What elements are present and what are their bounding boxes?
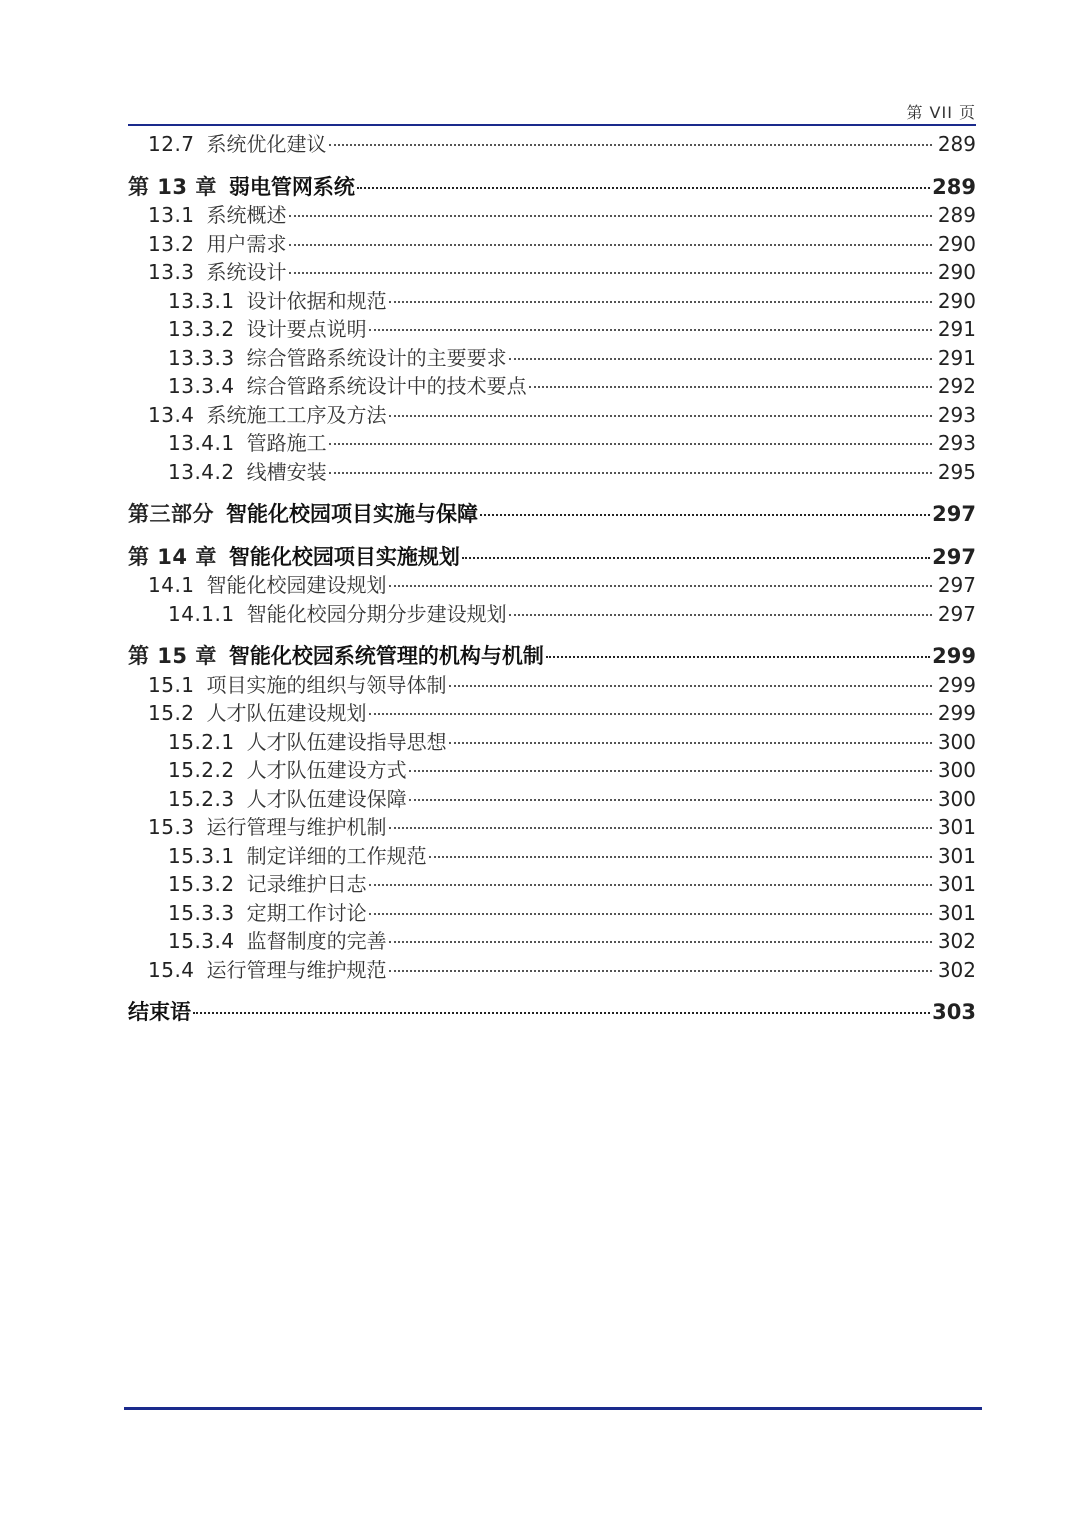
toc-entry-page: 292 bbox=[937, 374, 976, 398]
toc-entry-number: 13.3.4 bbox=[168, 374, 235, 398]
toc-chapter-entry[interactable] bbox=[128, 642, 976, 671]
toc-entry-number: 13.3.1 bbox=[168, 288, 235, 313]
toc-entry-page: 295 bbox=[937, 459, 976, 484]
toc-entry-number: 15.2 bbox=[148, 701, 195, 725]
toc-entry-title: 智能化校园项目实施与保障 bbox=[226, 502, 478, 526]
toc-entry-title: 人才队伍建设指导思想 bbox=[246, 729, 447, 754]
toc-entry-title: 人才队伍建设方式 bbox=[246, 758, 407, 782]
toc-entry-page: 300 bbox=[937, 729, 976, 754]
toc-subsection-entry[interactable] bbox=[128, 842, 976, 871]
toc-section-entry[interactable] bbox=[128, 699, 976, 728]
toc-entry-title: 定期工作讨论 bbox=[246, 900, 367, 925]
toc-entry-page: 297 bbox=[937, 573, 976, 597]
toc-entry-number: 13.3.2 bbox=[168, 317, 235, 341]
toc-entry-title: 运行管理与维护规范 bbox=[206, 957, 387, 982]
toc-entry-page: 302 bbox=[937, 929, 976, 953]
toc-entry-page: 289 bbox=[932, 174, 976, 199]
toc-entry-page: 290 bbox=[937, 260, 976, 284]
toc-entry-page: 290 bbox=[937, 231, 976, 256]
toc-entry-title: 管路施工 bbox=[246, 431, 327, 455]
toc-dot-leader bbox=[449, 685, 932, 687]
toc-entry-page: 299 bbox=[937, 701, 976, 725]
toc-entry-number: 15.2.1 bbox=[168, 729, 235, 754]
toc-entry-number: 15.3.3 bbox=[168, 900, 235, 925]
toc-entry-title: 智能化校园建设规划 bbox=[206, 573, 387, 597]
toc-subsection-entry[interactable] bbox=[128, 756, 976, 785]
toc-gap bbox=[128, 529, 976, 543]
toc-dot-leader bbox=[389, 585, 932, 587]
toc-entry-number: 13.3 bbox=[148, 260, 195, 284]
toc-dot-leader bbox=[329, 472, 932, 474]
toc-subsection-entry[interactable] bbox=[128, 899, 976, 928]
toc-section-entry[interactable] bbox=[128, 230, 976, 259]
toc-dot-leader bbox=[193, 1012, 930, 1014]
toc-gap bbox=[128, 984, 976, 998]
toc-section-entry[interactable] bbox=[128, 671, 976, 700]
toc-dot-leader bbox=[329, 443, 932, 445]
toc-entry-page: 293 bbox=[937, 402, 976, 427]
toc-dot-leader bbox=[462, 557, 930, 559]
toc-dot-leader bbox=[289, 215, 932, 217]
toc-entry-page: 289 bbox=[937, 132, 976, 156]
toc-section-entry[interactable] bbox=[128, 571, 976, 600]
toc-dot-leader bbox=[389, 415, 932, 417]
toc-entry-title: 系统施工工序及方法 bbox=[206, 402, 387, 427]
toc-entry-number: 第 15 章 bbox=[128, 644, 217, 668]
toc-entry-number: 14.1.1 bbox=[168, 601, 235, 626]
toc-entry-title: 系统优化建议 bbox=[206, 132, 327, 156]
toc-entry-page: 289 bbox=[937, 203, 976, 227]
toc-entry-title: 制定详细的工作规范 bbox=[246, 843, 427, 868]
toc-entry-page: 297 bbox=[932, 544, 976, 569]
toc-section-entry[interactable] bbox=[128, 258, 976, 287]
toc-entry-number: 15.2.3 bbox=[168, 786, 235, 811]
toc-dot-leader bbox=[546, 656, 930, 658]
toc-entry-number: 13.4.1 bbox=[168, 431, 235, 455]
toc-entry-page: 301 bbox=[937, 843, 976, 868]
toc-entry-page: 290 bbox=[937, 288, 976, 313]
page-number: 第 VII 页 bbox=[906, 103, 976, 122]
toc-dot-leader bbox=[369, 884, 932, 886]
toc-subsection-entry[interactable] bbox=[128, 458, 976, 487]
toc-dot-leader bbox=[480, 514, 930, 516]
toc-dot-leader bbox=[509, 614, 932, 616]
toc-dot-leader bbox=[389, 301, 932, 303]
toc-entry-title: 线槽安装 bbox=[246, 459, 327, 484]
toc-entry-number: 15.3.4 bbox=[168, 929, 235, 953]
header-rule bbox=[128, 124, 976, 126]
toc-dot-leader bbox=[289, 272, 932, 274]
toc-dot-leader bbox=[409, 770, 932, 772]
toc-entry-page: 297 bbox=[932, 502, 976, 526]
toc-entry-title: 人才队伍建设规划 bbox=[206, 701, 367, 725]
toc-entry-page: 301 bbox=[937, 872, 976, 896]
toc-entry-number: 12.7 bbox=[148, 132, 195, 156]
toc-entry-page: 291 bbox=[937, 345, 976, 370]
toc-entry-title: 系统设计 bbox=[206, 260, 287, 284]
toc-subsection-entry[interactable] bbox=[128, 927, 976, 956]
toc-dot-leader bbox=[449, 742, 932, 744]
toc-entry-number: 15.3.2 bbox=[168, 872, 235, 896]
toc-entry-page: 291 bbox=[937, 317, 976, 341]
toc-entry-title: 用户需求 bbox=[206, 231, 287, 256]
toc-entry-page: 299 bbox=[937, 672, 976, 697]
toc-dot-leader bbox=[389, 970, 932, 972]
toc-subsection-entry[interactable] bbox=[128, 287, 976, 316]
toc-gap bbox=[128, 486, 976, 500]
toc-entry-title: 综合管路系统设计的主要要求 bbox=[246, 345, 507, 370]
toc-dot-leader bbox=[509, 358, 932, 360]
toc-entry-number: 第 13 章 bbox=[128, 174, 217, 199]
toc-section-entry[interactable] bbox=[128, 956, 976, 985]
toc-entry-number: 15.4 bbox=[148, 957, 195, 982]
toc-entry-title: 监督制度的完善 bbox=[246, 929, 387, 953]
toc-dot-leader bbox=[369, 329, 932, 331]
toc-entry-title: 运行管理与维护机制 bbox=[206, 815, 387, 839]
toc-entry-number: 13.3.3 bbox=[168, 345, 235, 370]
toc-entry-title: 人才队伍建设保障 bbox=[246, 786, 407, 811]
toc-subsection-entry[interactable] bbox=[128, 429, 976, 458]
toc-section-entry[interactable] bbox=[128, 813, 976, 842]
page-header bbox=[128, 96, 976, 126]
toc-entry-page: 302 bbox=[937, 957, 976, 982]
toc-entry-number: 15.3 bbox=[148, 815, 195, 839]
toc-chapter-entry[interactable] bbox=[128, 998, 976, 1027]
toc-subsection-entry[interactable] bbox=[128, 870, 976, 899]
toc-subsection-entry[interactable] bbox=[128, 728, 976, 757]
toc-subsection-entry[interactable] bbox=[128, 785, 976, 814]
toc-entry-number: 第三部分 bbox=[128, 502, 214, 526]
toc-entry-number: 15.3.1 bbox=[168, 843, 235, 868]
toc-chapter-entry[interactable] bbox=[128, 543, 976, 572]
toc-entry-page: 293 bbox=[937, 431, 976, 455]
toc-entry-page: 297 bbox=[937, 601, 976, 626]
toc-entry-number: 13.1 bbox=[148, 203, 195, 227]
toc-subsection-entry[interactable] bbox=[128, 315, 976, 344]
toc-dot-leader bbox=[289, 244, 932, 246]
toc-gap bbox=[128, 628, 976, 642]
toc-entry-title: 项目实施的组织与领导体制 bbox=[206, 672, 447, 697]
toc-entry-title: 智能化校园项目实施规划 bbox=[228, 544, 460, 569]
table-of-contents bbox=[128, 130, 976, 1027]
toc-entry-number: 14.1 bbox=[148, 573, 195, 597]
toc-entry-page: 301 bbox=[937, 815, 976, 839]
toc-subsection-entry[interactable] bbox=[128, 372, 976, 401]
footer-rule bbox=[124, 1407, 982, 1410]
toc-entry-page: 299 bbox=[932, 644, 976, 668]
toc-subsection-entry[interactable] bbox=[128, 344, 976, 373]
toc-entry-title: 记录维护日志 bbox=[246, 872, 367, 896]
toc-entry-title: 智能化校园系统管理的机构与机制 bbox=[228, 644, 544, 668]
toc-entry-number: 15.2.2 bbox=[168, 758, 235, 782]
toc-section-entry[interactable] bbox=[128, 401, 976, 430]
toc-dot-leader bbox=[369, 913, 932, 915]
toc-dot-leader bbox=[357, 187, 930, 189]
toc-dot-leader bbox=[329, 144, 932, 146]
toc-dot-leader bbox=[369, 713, 932, 715]
toc-entry-title: 系统概述 bbox=[206, 203, 287, 227]
toc-gap bbox=[128, 159, 976, 173]
toc-entry-title: 综合管路系统设计中的技术要点 bbox=[246, 374, 527, 398]
toc-chapter-entry[interactable] bbox=[128, 173, 976, 202]
toc-entry-number: 13.2 bbox=[148, 231, 195, 256]
toc-chapter-entry[interactable] bbox=[128, 500, 976, 529]
toc-subsection-entry[interactable] bbox=[128, 600, 976, 629]
toc-entry-title: 智能化校园分期分步建设规划 bbox=[246, 601, 507, 626]
toc-section-entry[interactable] bbox=[128, 201, 976, 230]
toc-entry-page: 300 bbox=[937, 786, 976, 811]
toc-dot-leader bbox=[429, 856, 932, 858]
toc-entry-number: 13.4.2 bbox=[168, 459, 235, 484]
toc-dot-leader bbox=[389, 827, 932, 829]
toc-entry-page: 303 bbox=[932, 1000, 976, 1024]
toc-dot-leader bbox=[529, 386, 932, 388]
toc-entry-page: 301 bbox=[937, 900, 976, 925]
toc-entry-number: 13.4 bbox=[148, 402, 195, 427]
toc-entry-page: 300 bbox=[937, 758, 976, 782]
toc-dot-leader bbox=[409, 799, 932, 801]
toc-entry-title: 结束语 bbox=[128, 1000, 191, 1024]
toc-section-entry[interactable] bbox=[128, 130, 976, 159]
toc-entry-title: 设计要点说明 bbox=[246, 317, 367, 341]
toc-entry-number: 15.1 bbox=[148, 672, 195, 697]
toc-entry-number: 第 14 章 bbox=[128, 544, 217, 569]
toc-dot-leader bbox=[389, 941, 932, 943]
toc-entry-title: 设计依据和规范 bbox=[246, 288, 387, 313]
toc-entry-title: 弱电管网系统 bbox=[228, 174, 355, 199]
